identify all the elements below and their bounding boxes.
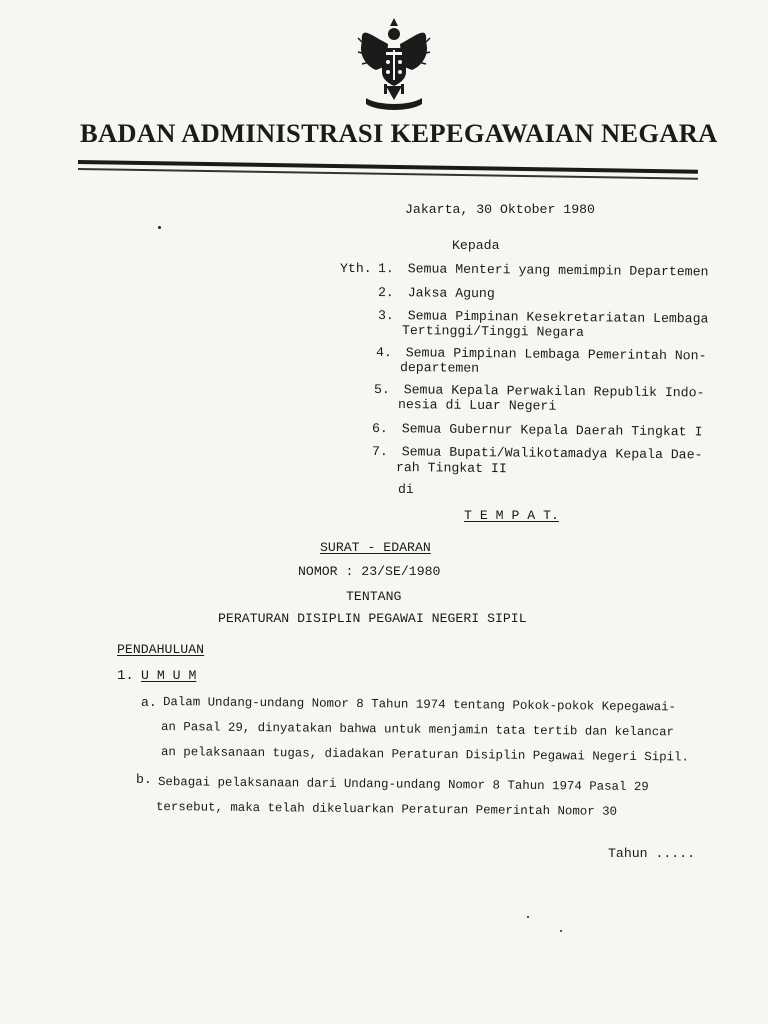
item-line: Semua Kepala Perwakilan Republik Indo- — [403, 382, 705, 401]
para-a-line: an Pasal 29, dinyatakan bahwa untuk menjamin tata tertib dan kelancar — [160, 720, 675, 740]
subsection-heading: U M U M — [141, 668, 197, 683]
para-a-line: an pelaksanaan tugas, diadakan Peraturan Disiplin Pegawai Negeri Sipil. — [160, 745, 689, 765]
item-line: Semua Pimpinan Kesekretariatan Lembaga — [407, 308, 709, 327]
para-b-label: b. — [136, 772, 152, 787]
item-line: nesia di Luar Negeri — [397, 397, 557, 414]
continuation-text: Tahun ..... — [608, 846, 696, 861]
header-rule-thick — [78, 160, 698, 174]
item-line: Semua Menteri yang memimpin Departemen — [407, 261, 709, 280]
item-number: 4. — [375, 345, 392, 361]
item-number: 3. — [377, 308, 394, 324]
subsection-number: 1. — [117, 668, 134, 684]
yth-label: Yth. — [340, 261, 372, 276]
scan-speck — [158, 226, 161, 229]
item-number: 7. — [371, 444, 388, 460]
tempat-label: T E M P A T. — [464, 508, 559, 523]
item-line: Semua Gubernur Kepala Daerah Tingkat I — [401, 421, 703, 440]
circular-number: NOMOR : 23/SE/1980 — [298, 564, 441, 579]
circular-subject: PERATURAN DISIPLIN PEGAWAI NEGERI SIPIL — [218, 611, 527, 626]
scan-speck — [560, 930, 562, 932]
item-number: 5. — [373, 382, 390, 398]
addressee-item — [378, 285, 495, 301]
date-line: Jakarta, 30 Oktober 1980 — [405, 202, 595, 217]
item-number: 2. — [377, 285, 394, 301]
di-label: di — [398, 482, 414, 497]
garuda-emblem-icon — [352, 14, 436, 114]
kepada-label: Kepada — [452, 238, 500, 253]
item-line: Jaksa Agung — [407, 285, 495, 302]
item-line: rah Tingkat II — [395, 460, 507, 477]
section-heading: PENDAHULUAN — [117, 642, 205, 657]
tentang-label: TENTANG — [346, 589, 402, 604]
organization-name: BADAN ADMINISTRASI KEPEGAWAIAN NEGARA — [80, 118, 718, 148]
para-a-label: a. — [141, 695, 157, 710]
para-b-line: tersebut, maka telah dikeluarkan Peraturan Pemerintah Nomor 30 — [155, 800, 618, 819]
item-line: Tertinggi/Tinggi Negara — [401, 323, 585, 340]
item-line: Semua Bupati/Walikotamadya Kepala Dae- — [401, 444, 703, 463]
scan-speck — [527, 916, 529, 918]
addressee-item — [378, 261, 709, 279]
addressee-item — [372, 421, 703, 439]
circular-title: SURAT - EDARAN — [320, 540, 431, 555]
item-number: 6. — [371, 421, 388, 437]
para-b-line: Sebagai pelaksanaan dari Undang-undang Nomor 8 Tahun 1974 Pasal 29 — [157, 775, 649, 795]
item-line: Semua Pimpinan Lembaga Pemerintah Non- — [405, 345, 707, 364]
item-line: departemen — [399, 360, 480, 376]
para-a-line: Dalam Undang-undang Nomor 8 Tahun 1974 tentang Pokok-pokok Kepegawai- — [162, 695, 677, 715]
item-number: 1. — [377, 261, 394, 277]
